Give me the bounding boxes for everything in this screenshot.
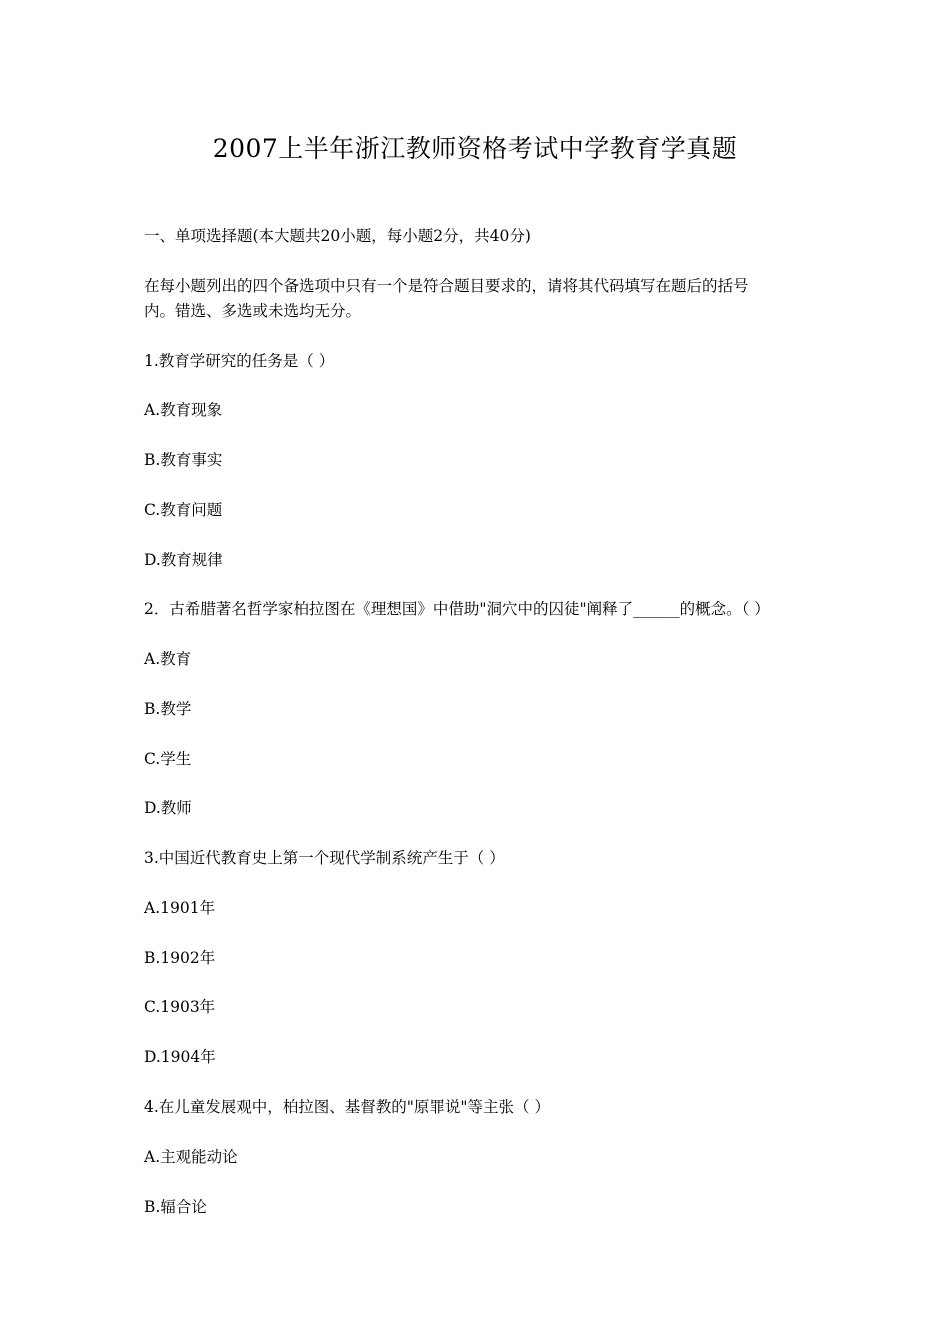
question-3-option-b: B.1902年 <box>144 949 216 967</box>
question-3-option-d: D.1904年 <box>144 1048 216 1066</box>
instructions-line-2: 内。错选、多选或未选均无分。 <box>144 302 362 320</box>
question-4-option-b: B.辐合论 <box>144 1198 207 1216</box>
question-2-option-a: A.教育 <box>144 650 192 668</box>
question-3-option-a: A.1901年 <box>144 899 216 917</box>
question-2-stem: 2．古希腊著名哲学家柏拉图在《理想国》中借助"洞穴中的囚徒"阐释了______的概念。（ ） <box>144 600 770 618</box>
question-4-stem: 4.在儿童发展观中，柏拉图、基督教的"原罪说"等主张（ ） <box>144 1098 550 1116</box>
question-3-stem: 3.中国近代教育史上第一个现代学制系统产生于（ ） <box>144 849 505 867</box>
question-1-option-a: A.教育现象 <box>144 401 223 419</box>
question-1-option-d: D.教育规律 <box>144 551 223 569</box>
question-1-stem: 1.教育学研究的任务是（ ） <box>144 352 335 370</box>
question-1-option-b: B.教育事实 <box>144 451 223 469</box>
question-2-option-c: C.学生 <box>144 750 192 768</box>
document-title: 2007上半年浙江教师资格考试中学教育学真题 <box>212 134 738 163</box>
instructions-line-1: 在每小题列出的四个备选项中只有一个是符合题目要求的，请将其代码填写在题后的括号 <box>144 277 749 295</box>
question-1-option-c: C.教育问题 <box>144 501 223 519</box>
question-3-option-c: C.1903年 <box>144 998 216 1016</box>
question-4-option-a: A.主观能动论 <box>144 1148 238 1166</box>
question-2-option-d: D.教师 <box>144 799 192 817</box>
question-2-option-b: B.教学 <box>144 700 192 718</box>
section-heading: 一、单项选择题(本大题共20小题，每小题2分，共40分) <box>144 227 531 245</box>
